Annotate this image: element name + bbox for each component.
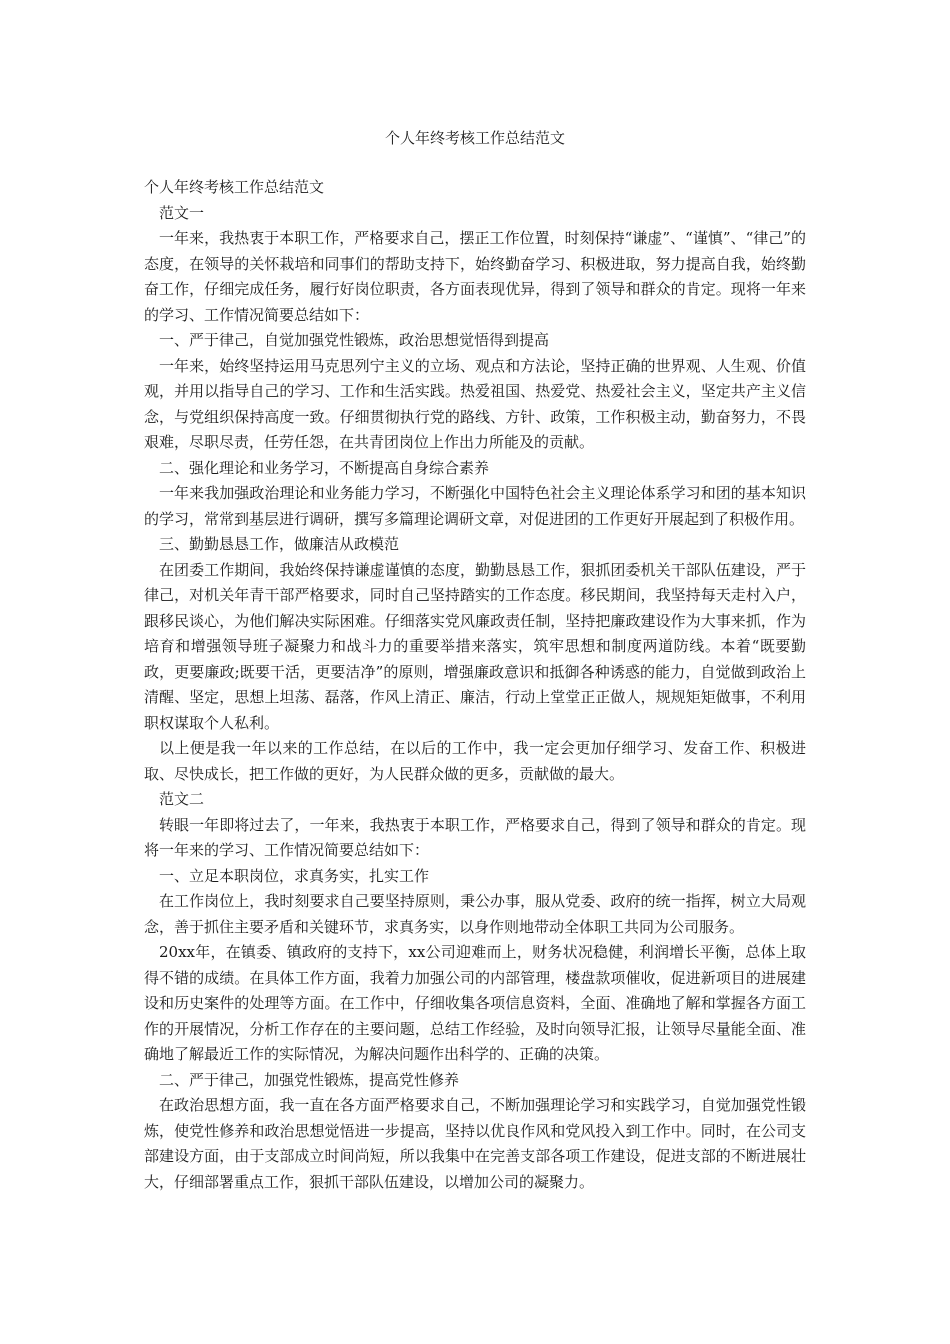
section-heading: 一、严于律己，自觉加强党性锻炼，政治思想觉悟得到提高 — [159, 331, 550, 349]
document-body — [144, 175, 806, 1195]
paragraph: 在工作岗位上，我时刻要求自己要坚持原则，秉公办事，服从党委、政府的统一指挥，树立大局观念，善于抓住主要矛盾和关键环节，求真务实，以身作则地带动全体职工共同为公司服务。 — [144, 892, 806, 936]
paragraph: 一年来，我热衷于本职工作，严格要求自己，摆正工作位置，时刻保持“谦虚”、“谨慎”、“律己”的态度，在领导的关怀栽培和同事们的帮助支持下，始终勤奋学习、积极进取，努力提高自我，始终勤奋工作，仔细完成任务，履行好岗位职责，各方面表现优异，得到了领导和群众的肯定。现将一年来的学习、工作情况简要总结如下： — [144, 229, 806, 324]
paragraph: 一年来我加强政治理论和业务能力学习，不断强化中国特色社会主义理论体系学习和团的基本知识的学习，常常到基层进行调研，撰写多篇理论调研文章，对促进团的工作更好开展起到了积极作用。 — [144, 484, 806, 528]
paragraph: 20xx年，在镇委、镇政府的支持下，xx公司迎难而上，财务状况稳健，利润增长平衡，总体上取得不错的成绩。在具体工作方面，我着力加强公司的内部管理，楼盘款项催收，促进新项目的进展建设和历史案件的处理等方面。在工作中，仔细收集各项信息资料，全面、准确地了解和掌握各方面工作的开展情况，分析工作存在的主要问题，总结工作经验，及时向领导汇报，让领导尽量能全面、准确地了解最近工作的实际情况，为解决问题作出科学的、正确的决策。 — [144, 943, 806, 1063]
section-heading: 三、勤勤恳恳工作，做廉洁从政模范 — [159, 535, 400, 553]
document-title: 个人年终考核工作总结范文 — [384, 129, 565, 147]
section-heading: 二、严于律己，加强党性锻炼，提高党性修养 — [159, 1070, 460, 1089]
paragraph: 以上便是我一年以来的工作总结，在以后的工作中，我一定会更加仔细学习、发奋工作、积极进取、尽快成长，把工作做的更好，为人民群众做的更多，贡献做的最大。 — [144, 739, 806, 783]
sample-heading-1: 范文一 — [159, 203, 205, 222]
paragraph: 一年来，始终坚持运用马克思列宁主义的立场、观点和方法论，坚持正确的世界观、人生观、价值观，并用以指导自己的学习、工作和生活实践。热爱祖国、热爱党、热爱社会主义，坚定共产主义信念，与党组织保持高度一致。仔细贯彻执行党的路线、方针、政策，工作积极主动，勤奋努力，不畏艰难，尽职尽责，任劳任怨，在共青团岗位上作出力所能及的贡献。 — [144, 356, 806, 451]
section-heading: 二、强化理论和业务学习，不断提高自身综合素养 — [159, 458, 490, 477]
body-heading: 个人年终考核工作总结范文 — [144, 178, 325, 196]
paragraph: 在政治思想方面，我一直在各方面严格要求自己，不断加强理论学习和实践学习，自觉加强党性锻炼，使党性修养和政治思想觉悟进一步提高，坚持以优良作风和党风投入到工作中。同时，在公司支部建设方面，由于支部成立时间尚短，所以我集中在完善支部各项工作建设，促进支部的不断进展壮大，仔细部署重点工作，狠抓干部队伍建设，以增加公司的凝聚力。 — [144, 1096, 806, 1191]
sample-heading-2: 范文二 — [159, 790, 205, 808]
paragraph: 在团委工作期间，我始终保持谦虚谨慎的态度，勤勤恳恳工作，狠抓团委机关干部队伍建设，严于律己，对机关年青干部严格要求，同时自己坚持踏实的工作态度。移民期间，我坚持每天走村入户，跟移民谈心，为他们解决实际困难。仔细落实党风廉政责任制，坚持把廉政建设作为大事来抓，作为培育和增强领导班子凝聚力和战斗力的重要举措来落实，筑牢思想和制度两道防线。本着“既要勤政，更要廉政;既要干活，更要洁净”的原则，增强廉政意识和抵御各种诱惑的能力，自觉做到政治上清醒、坚定，思想上坦荡、磊落，作风上清正、廉洁，行动上堂堂正正做人，规规矩矩做事，不利用职权谋取个人私利。 — [144, 560, 806, 732]
paragraph: 转眼一年即将过去了，一年来，我热衷于本职工作，严格要求自己，得到了领导和群众的肯定。现将一年来的学习、工作情况简要总结如下： — [144, 815, 806, 859]
section-heading: 一、立足本职岗位，求真务实，扎实工作 — [159, 866, 430, 885]
